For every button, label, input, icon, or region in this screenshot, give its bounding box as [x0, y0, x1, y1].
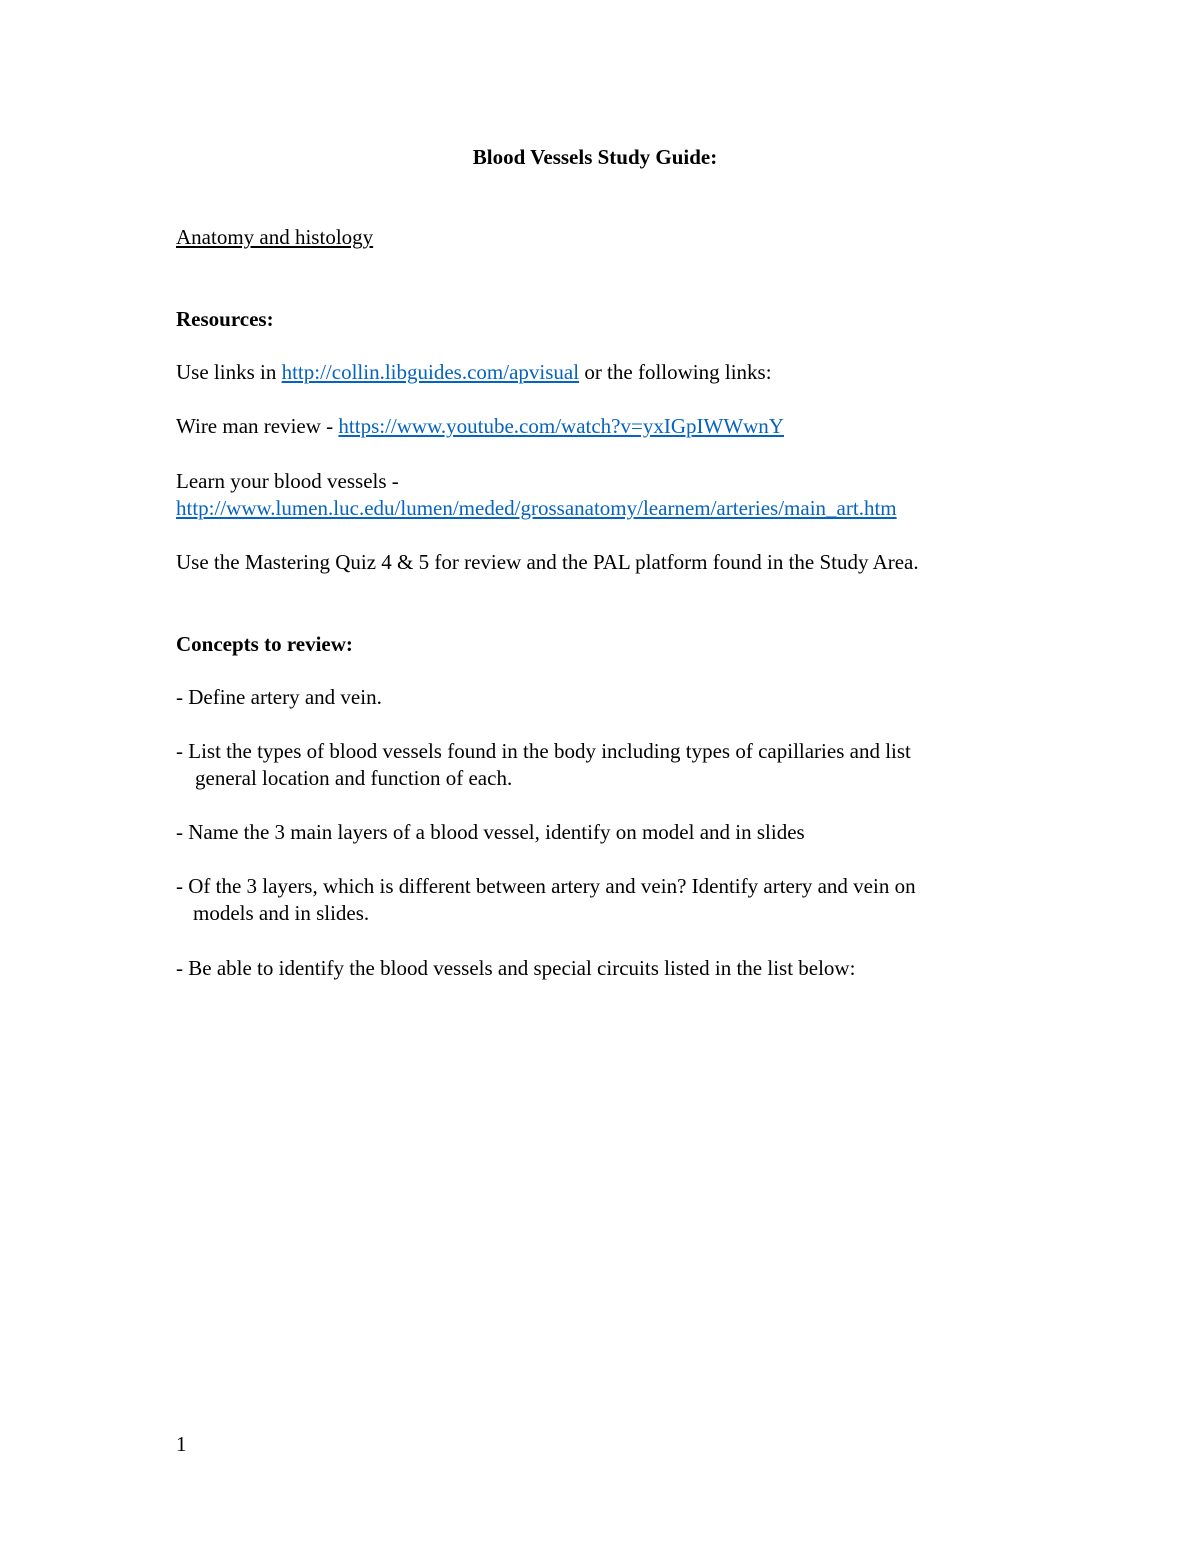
- concept-item-5: - Be able to identify the blood vessels and special circuits listed in the list below:: [176, 956, 856, 980]
- concept-item-3: - Name the 3 main layers of a blood vessel, identify on model and in slides: [176, 820, 805, 844]
- concept-item-2-line-2: general location and function of each.: [195, 766, 513, 790]
- resources-line-3: [176, 495, 897, 521]
- lumen-link[interactable]: http://www.lumen.luc.edu/lumen/meded/grossanatomy/learnem/arteries/main_art.htm: [176, 496, 897, 520]
- resources-line-1-suffix: or the following links:: [579, 360, 772, 384]
- concepts-heading: Concepts to review:: [176, 632, 353, 656]
- apvisual-link[interactable]: http://collin.libguides.com/apvisual: [281, 360, 580, 384]
- page-number: 1: [176, 1432, 187, 1456]
- resources-line-2-prefix: Wire man review -: [176, 414, 339, 438]
- youtube-link[interactable]: https://www.youtube.com/watch?v=yxIGpIWWwnY: [338, 414, 784, 438]
- concept-item-2-line-1: - List the types of blood vessels found in the body including types of capillaries and list: [176, 739, 911, 763]
- concept-item-1: - Define artery and vein.: [176, 685, 382, 709]
- concept-item-4-line-1: - Of the 3 layers, which is different between artery and vein? Identify artery and vein on: [176, 874, 916, 898]
- resources-heading: Resources:: [176, 307, 274, 331]
- resources-line-4: Use the Mastering Quiz 4 & 5 for review and the PAL platform found in the Study Area.: [176, 550, 919, 574]
- document-title: Blood Vessels Study Guide:: [472, 145, 718, 169]
- section-heading: Anatomy and histology: [176, 225, 374, 249]
- resources-line-1-prefix: Use links in: [176, 360, 282, 384]
- resources-line-2: [176, 413, 784, 439]
- resources-line-1: [176, 359, 772, 385]
- concept-item-4-line-2: models and in slides.: [193, 901, 370, 925]
- resources-line-3-prefix: Learn your blood vessels -: [176, 469, 399, 493]
